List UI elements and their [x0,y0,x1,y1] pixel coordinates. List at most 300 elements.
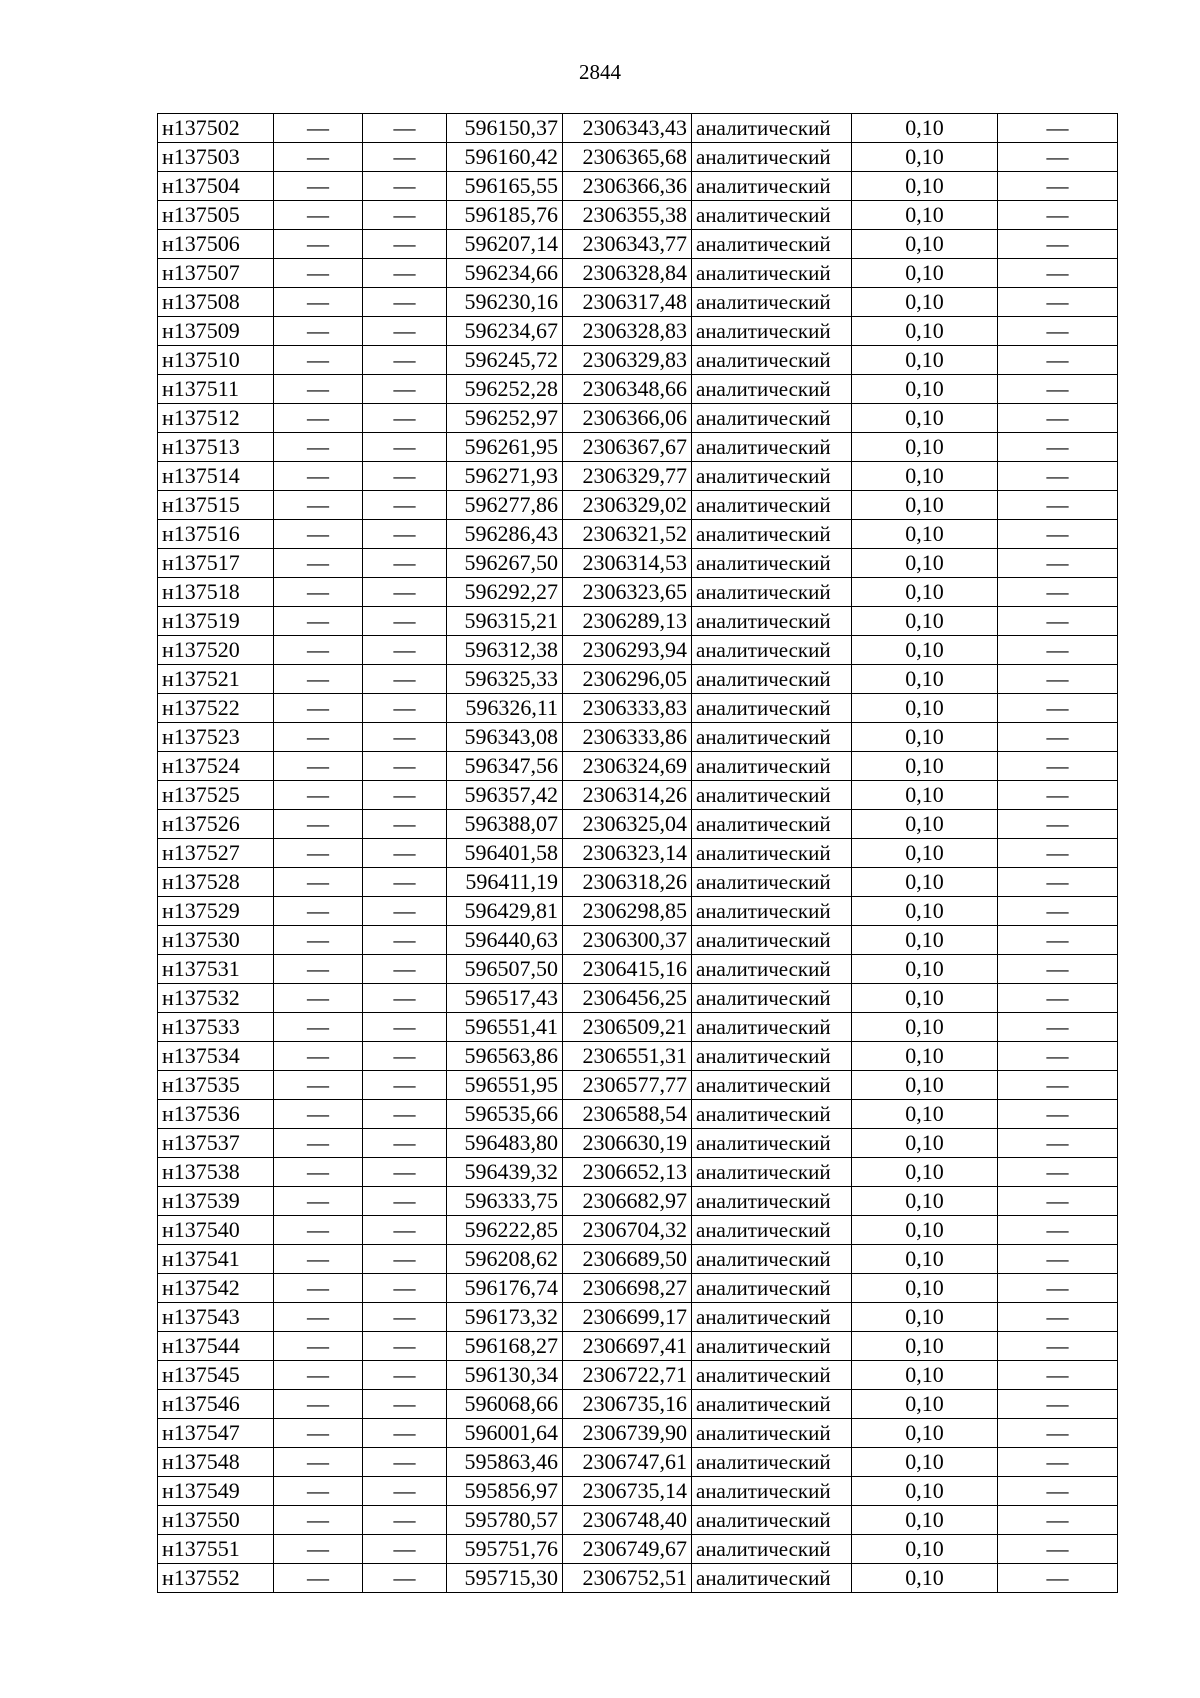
method-cell: аналитический [692,172,852,201]
method-cell: аналитический [692,1129,852,1158]
empty-dash-cell: — [998,1506,1118,1535]
y-coordinate-cell: 2306329,02 [563,491,692,520]
precision-cell: 0,10 [852,1564,998,1593]
method-cell: аналитический [692,1187,852,1216]
empty-dash-cell: — [274,549,363,578]
empty-dash-cell: — [274,1535,363,1564]
y-coordinate-cell: 2306296,05 [563,665,692,694]
table-row [158,607,1118,636]
x-coordinate-cell: 596001,64 [447,1419,563,1448]
point-id-cell: н137518 [158,578,274,607]
empty-dash-cell: — [363,897,447,926]
point-id-cell: н137513 [158,433,274,462]
table-row [158,926,1118,955]
empty-dash-cell: — [998,1158,1118,1187]
precision-cell: 0,10 [852,578,998,607]
y-coordinate-cell: 2306329,77 [563,462,692,491]
point-id-cell: н137545 [158,1361,274,1390]
empty-dash-cell: — [363,1564,447,1593]
table-row [158,230,1118,259]
y-coordinate-cell: 2306752,51 [563,1564,692,1593]
empty-dash-cell: — [363,1390,447,1419]
table-row [158,752,1118,781]
x-coordinate-cell: 595856,97 [447,1477,563,1506]
precision-cell: 0,10 [852,1187,998,1216]
table-row [158,1274,1118,1303]
empty-dash-cell: — [998,1100,1118,1129]
empty-dash-cell: — [363,346,447,375]
point-id-cell: н137523 [158,723,274,752]
point-id-cell: н137552 [158,1564,274,1593]
table-row [158,636,1118,665]
point-id-cell: н137503 [158,143,274,172]
empty-dash-cell: — [998,1071,1118,1100]
method-cell: аналитический [692,230,852,259]
precision-cell: 0,10 [852,1274,998,1303]
x-coordinate-cell: 596563,86 [447,1042,563,1071]
empty-dash-cell: — [998,839,1118,868]
y-coordinate-cell: 2306415,16 [563,955,692,984]
x-coordinate-cell: 596286,43 [447,520,563,549]
point-id-cell: н137534 [158,1042,274,1071]
x-coordinate-cell: 596411,19 [447,868,563,897]
x-coordinate-cell: 596267,50 [447,549,563,578]
table-row [158,1361,1118,1390]
x-coordinate-cell: 596277,86 [447,491,563,520]
point-id-cell: н137535 [158,1071,274,1100]
empty-dash-cell: — [363,1448,447,1477]
y-coordinate-cell: 2306509,21 [563,1013,692,1042]
method-cell: аналитический [692,839,852,868]
empty-dash-cell: — [998,1129,1118,1158]
point-id-cell: н137546 [158,1390,274,1419]
empty-dash-cell: — [998,114,1118,143]
table-row [158,897,1118,926]
empty-dash-cell: — [998,1448,1118,1477]
point-id-cell: н137532 [158,984,274,1013]
point-id-cell: н137526 [158,810,274,839]
precision-cell: 0,10 [852,926,998,955]
empty-dash-cell: — [363,694,447,723]
y-coordinate-cell: 2306321,52 [563,520,692,549]
point-id-cell: н137525 [158,781,274,810]
empty-dash-cell: — [274,172,363,201]
empty-dash-cell: — [998,694,1118,723]
point-id-cell: н137509 [158,317,274,346]
precision-cell: 0,10 [852,462,998,491]
empty-dash-cell: — [274,723,363,752]
point-id-cell: н137504 [158,172,274,201]
point-id-cell: н137521 [158,665,274,694]
y-coordinate-cell: 2306722,71 [563,1361,692,1390]
method-cell: аналитический [692,1564,852,1593]
empty-dash-cell: — [998,520,1118,549]
empty-dash-cell: — [998,143,1118,172]
precision-cell: 0,10 [852,1448,998,1477]
y-coordinate-cell: 2306314,26 [563,781,692,810]
empty-dash-cell: — [363,1303,447,1332]
table-row [158,984,1118,1013]
method-cell: аналитический [692,665,852,694]
point-id-cell: н137551 [158,1535,274,1564]
x-coordinate-cell: 596483,80 [447,1129,563,1158]
empty-dash-cell: — [363,143,447,172]
method-cell: аналитический [692,1477,852,1506]
y-coordinate-cell: 2306682,97 [563,1187,692,1216]
empty-dash-cell: — [274,1303,363,1332]
empty-dash-cell: — [998,201,1118,230]
precision-cell: 0,10 [852,1390,998,1419]
precision-cell: 0,10 [852,1100,998,1129]
table-row [158,723,1118,752]
empty-dash-cell: — [363,230,447,259]
x-coordinate-cell: 596234,66 [447,259,563,288]
precision-cell: 0,10 [852,694,998,723]
table-row [158,1390,1118,1419]
precision-cell: 0,10 [852,317,998,346]
empty-dash-cell: — [363,549,447,578]
method-cell: аналитический [692,1506,852,1535]
x-coordinate-cell: 596130,34 [447,1361,563,1390]
y-coordinate-cell: 2306355,38 [563,201,692,230]
empty-dash-cell: — [998,723,1118,752]
y-coordinate-cell: 2306577,77 [563,1071,692,1100]
empty-dash-cell: — [274,1216,363,1245]
empty-dash-cell: — [998,549,1118,578]
empty-dash-cell: — [998,1187,1118,1216]
y-coordinate-cell: 2306318,26 [563,868,692,897]
x-coordinate-cell: 596325,33 [447,665,563,694]
table-row [158,839,1118,868]
point-id-cell: н137538 [158,1158,274,1187]
empty-dash-cell: — [998,1564,1118,1593]
method-cell: аналитический [692,1245,852,1274]
precision-cell: 0,10 [852,955,998,984]
y-coordinate-cell: 2306365,68 [563,143,692,172]
empty-dash-cell: — [274,636,363,665]
precision-cell: 0,10 [852,259,998,288]
y-coordinate-cell: 2306328,83 [563,317,692,346]
precision-cell: 0,10 [852,520,998,549]
empty-dash-cell: — [363,868,447,897]
empty-dash-cell: — [274,491,363,520]
empty-dash-cell: — [363,1274,447,1303]
table-row [158,259,1118,288]
empty-dash-cell: — [998,1419,1118,1448]
x-coordinate-cell: 596222,85 [447,1216,563,1245]
table-row [158,1158,1118,1187]
y-coordinate-cell: 2306698,27 [563,1274,692,1303]
precision-cell: 0,10 [852,1506,998,1535]
x-coordinate-cell: 596252,97 [447,404,563,433]
empty-dash-cell: — [363,1042,447,1071]
point-id-cell: н137548 [158,1448,274,1477]
point-id-cell: н137536 [158,1100,274,1129]
x-coordinate-cell: 596173,32 [447,1303,563,1332]
point-id-cell: н137528 [158,868,274,897]
empty-dash-cell: — [274,1187,363,1216]
table-body [158,114,1118,1593]
x-coordinate-cell: 596315,21 [447,607,563,636]
empty-dash-cell: — [363,259,447,288]
point-id-cell: н137527 [158,839,274,868]
empty-dash-cell: — [998,752,1118,781]
point-id-cell: н137529 [158,897,274,926]
method-cell: аналитический [692,1216,852,1245]
x-coordinate-cell: 596312,38 [447,636,563,665]
precision-cell: 0,10 [852,375,998,404]
y-coordinate-cell: 2306317,48 [563,288,692,317]
empty-dash-cell: — [363,1535,447,1564]
empty-dash-cell: — [998,926,1118,955]
empty-dash-cell: — [363,1100,447,1129]
y-coordinate-cell: 2306329,83 [563,346,692,375]
empty-dash-cell: — [363,723,447,752]
precision-cell: 0,10 [852,549,998,578]
empty-dash-cell: — [274,955,363,984]
empty-dash-cell: — [998,1535,1118,1564]
empty-dash-cell: — [998,491,1118,520]
x-coordinate-cell: 596208,62 [447,1245,563,1274]
precision-cell: 0,10 [852,839,998,868]
x-coordinate-cell: 596551,41 [447,1013,563,1042]
empty-dash-cell: — [274,694,363,723]
x-coordinate-cell: 596333,75 [447,1187,563,1216]
method-cell: аналитический [692,114,852,143]
empty-dash-cell: — [998,317,1118,346]
point-id-cell: н137514 [158,462,274,491]
table-row [158,1506,1118,1535]
precision-cell: 0,10 [852,143,998,172]
y-coordinate-cell: 2306325,04 [563,810,692,839]
empty-dash-cell: — [274,1274,363,1303]
precision-cell: 0,10 [852,810,998,839]
method-cell: аналитический [692,1158,852,1187]
empty-dash-cell: — [998,955,1118,984]
y-coordinate-cell: 2306689,50 [563,1245,692,1274]
method-cell: аналитический [692,1419,852,1448]
empty-dash-cell: — [998,375,1118,404]
y-coordinate-cell: 2306300,37 [563,926,692,955]
empty-dash-cell: — [274,897,363,926]
table-row [158,1100,1118,1129]
point-id-cell: н137531 [158,955,274,984]
precision-cell: 0,10 [852,404,998,433]
y-coordinate-cell: 2306749,67 [563,1535,692,1564]
y-coordinate-cell: 2306289,13 [563,607,692,636]
x-coordinate-cell: 596230,16 [447,288,563,317]
empty-dash-cell: — [363,578,447,607]
point-id-cell: н137524 [158,752,274,781]
x-coordinate-cell: 596429,81 [447,897,563,926]
y-coordinate-cell: 2306735,16 [563,1390,692,1419]
method-cell: аналитический [692,1274,852,1303]
method-cell: аналитический [692,346,852,375]
point-id-cell: н137511 [158,375,274,404]
y-coordinate-cell: 2306323,14 [563,839,692,868]
empty-dash-cell: — [998,1390,1118,1419]
empty-dash-cell: — [274,404,363,433]
empty-dash-cell: — [998,1477,1118,1506]
point-id-cell: н137533 [158,1013,274,1042]
x-coordinate-cell: 595751,76 [447,1535,563,1564]
precision-cell: 0,10 [852,984,998,1013]
x-coordinate-cell: 596343,08 [447,723,563,752]
empty-dash-cell: — [363,172,447,201]
empty-dash-cell: — [274,462,363,491]
y-coordinate-cell: 2306328,84 [563,259,692,288]
x-coordinate-cell: 596176,74 [447,1274,563,1303]
method-cell: аналитический [692,433,852,462]
empty-dash-cell: — [998,607,1118,636]
y-coordinate-cell: 2306630,19 [563,1129,692,1158]
method-cell: аналитический [692,288,852,317]
empty-dash-cell: — [998,1042,1118,1071]
table-row [158,346,1118,375]
precision-cell: 0,10 [852,607,998,636]
precision-cell: 0,10 [852,1419,998,1448]
method-cell: аналитический [692,607,852,636]
empty-dash-cell: — [363,114,447,143]
table-row [158,143,1118,172]
precision-cell: 0,10 [852,201,998,230]
table-row [158,462,1118,491]
y-coordinate-cell: 2306735,14 [563,1477,692,1506]
method-cell: аналитический [692,1013,852,1042]
empty-dash-cell: — [274,1042,363,1071]
method-cell: аналитический [692,868,852,897]
precision-cell: 0,10 [852,752,998,781]
table-row [158,694,1118,723]
table-row [158,1419,1118,1448]
empty-dash-cell: — [274,346,363,375]
point-id-cell: н137544 [158,1332,274,1361]
x-coordinate-cell: 596234,67 [447,317,563,346]
empty-dash-cell: — [363,1129,447,1158]
point-id-cell: н137512 [158,404,274,433]
empty-dash-cell: — [998,636,1118,665]
method-cell: аналитический [692,897,852,926]
empty-dash-cell: — [363,1419,447,1448]
method-cell: аналитический [692,1535,852,1564]
empty-dash-cell: — [998,1274,1118,1303]
method-cell: аналитический [692,984,852,1013]
empty-dash-cell: — [274,143,363,172]
empty-dash-cell: — [363,926,447,955]
table-row [158,404,1118,433]
point-id-cell: н137549 [158,1477,274,1506]
point-id-cell: н137519 [158,607,274,636]
empty-dash-cell: — [998,897,1118,926]
method-cell: аналитический [692,1390,852,1419]
table-row [158,433,1118,462]
empty-dash-cell: — [274,868,363,897]
table-row [158,520,1118,549]
precision-cell: 0,10 [852,114,998,143]
empty-dash-cell: — [274,1448,363,1477]
empty-dash-cell: — [363,1158,447,1187]
x-coordinate-cell: 596165,55 [447,172,563,201]
precision-cell: 0,10 [852,665,998,694]
y-coordinate-cell: 2306348,66 [563,375,692,404]
empty-dash-cell: — [274,781,363,810]
empty-dash-cell: — [274,201,363,230]
empty-dash-cell: — [274,114,363,143]
precision-cell: 0,10 [852,1216,998,1245]
method-cell: аналитический [692,259,852,288]
table-row [158,1303,1118,1332]
precision-cell: 0,10 [852,230,998,259]
table-row [158,955,1118,984]
x-coordinate-cell: 596507,50 [447,955,563,984]
empty-dash-cell: — [274,1361,363,1390]
y-coordinate-cell: 2306314,53 [563,549,692,578]
empty-dash-cell: — [363,491,447,520]
point-id-cell: н137537 [158,1129,274,1158]
empty-dash-cell: — [363,317,447,346]
empty-dash-cell: — [274,984,363,1013]
empty-dash-cell: — [274,1419,363,1448]
y-coordinate-cell: 2306367,67 [563,433,692,462]
coordinates-table [157,113,1118,1593]
y-coordinate-cell: 2306333,86 [563,723,692,752]
empty-dash-cell: — [274,926,363,955]
table-row [158,172,1118,201]
table-row [158,1448,1118,1477]
precision-cell: 0,10 [852,1361,998,1390]
y-coordinate-cell: 2306739,90 [563,1419,692,1448]
empty-dash-cell: — [274,1390,363,1419]
y-coordinate-cell: 2306323,65 [563,578,692,607]
empty-dash-cell: — [998,868,1118,897]
y-coordinate-cell: 2306343,77 [563,230,692,259]
empty-dash-cell: — [998,810,1118,839]
x-coordinate-cell: 596517,43 [447,984,563,1013]
table-row [158,1187,1118,1216]
table-row [158,665,1118,694]
y-coordinate-cell: 2306456,25 [563,984,692,1013]
point-id-cell: н137517 [158,549,274,578]
table-row [158,1332,1118,1361]
x-coordinate-cell: 596535,66 [447,1100,563,1129]
point-id-cell: н137508 [158,288,274,317]
table-row [158,1477,1118,1506]
empty-dash-cell: — [363,1071,447,1100]
point-id-cell: н137502 [158,114,274,143]
point-id-cell: н137539 [158,1187,274,1216]
y-coordinate-cell: 2306366,36 [563,172,692,201]
precision-cell: 0,10 [852,1158,998,1187]
empty-dash-cell: — [274,288,363,317]
empty-dash-cell: — [363,1477,447,1506]
y-coordinate-cell: 2306293,94 [563,636,692,665]
x-coordinate-cell: 596150,37 [447,114,563,143]
empty-dash-cell: — [363,462,447,491]
x-coordinate-cell: 596551,95 [447,1071,563,1100]
empty-dash-cell: — [363,607,447,636]
precision-cell: 0,10 [852,491,998,520]
y-coordinate-cell: 2306298,85 [563,897,692,926]
empty-dash-cell: — [363,781,447,810]
x-coordinate-cell: 596388,07 [447,810,563,839]
method-cell: аналитический [692,143,852,172]
x-coordinate-cell: 596068,66 [447,1390,563,1419]
empty-dash-cell: — [363,201,447,230]
method-cell: аналитический [692,375,852,404]
x-coordinate-cell: 596347,56 [447,752,563,781]
empty-dash-cell: — [363,1506,447,1535]
point-id-cell: н137542 [158,1274,274,1303]
